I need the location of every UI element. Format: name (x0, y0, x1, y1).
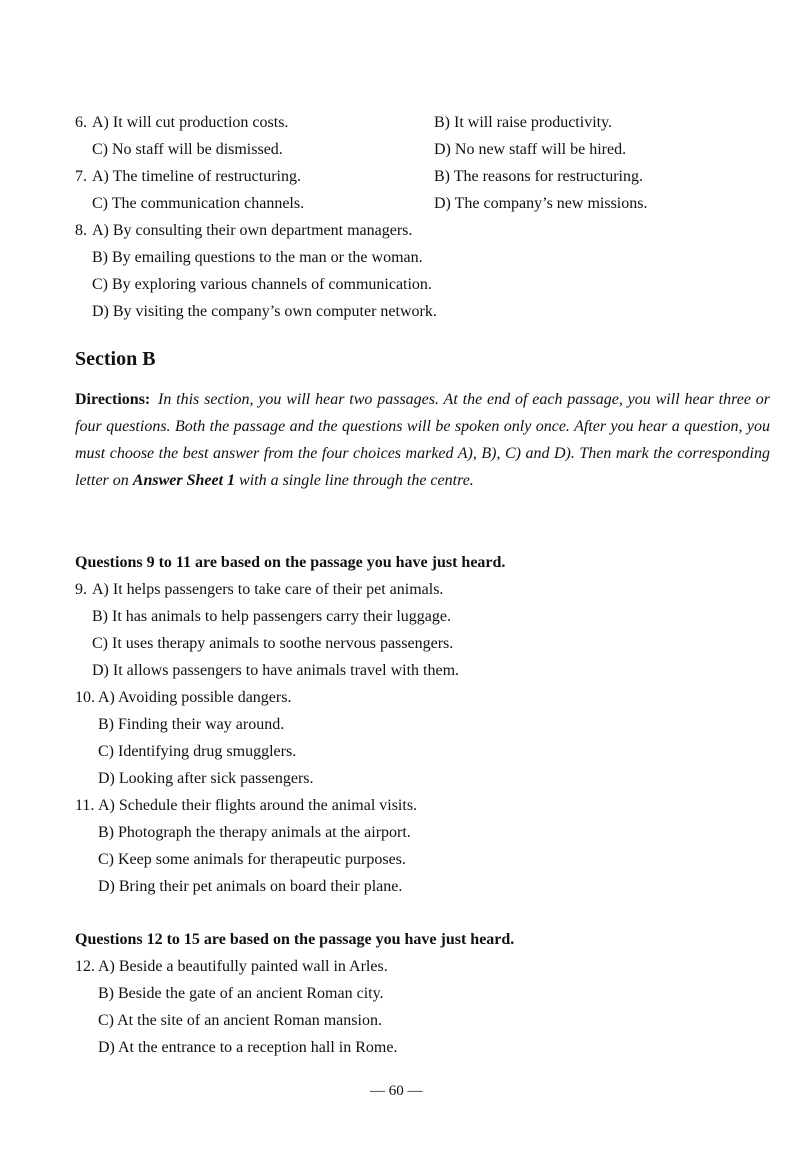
q6-option-c: C) No staff will be dismissed. (92, 141, 283, 158)
q6-option-b: B) It will raise productivity. (434, 114, 613, 131)
q12-option-a: A) Beside a beautifully painted wall in Arles. (98, 958, 388, 975)
q9-option-a: A) It helps passengers to take care of their pet animals. (92, 581, 444, 598)
q7-option-d: D) The company’s new missions. (434, 195, 648, 212)
q6-option-d: D) No new staff will be hired. (434, 141, 627, 158)
q12-option-b: B) Beside the gate of an ancient Roman city. (98, 985, 384, 1002)
directions-text-part1: In this section, you will hear two passages. At the end of each passage, you will hear three or four questions. Both the passage and the questions will be spoken only once. After you hear a question, you must choose the best answer from the four choices marked A), B), C) and D). Then mark the corresponding letter on (75, 391, 770, 489)
answer-sheet-reference: Answer Sheet 1 (132, 472, 236, 489)
q10-option-c: C) Identifying drug smugglers. (98, 743, 297, 760)
q7-number: 7. (75, 168, 87, 185)
q9-option-d: D) It allows passengers to have animals travel with them. (92, 662, 460, 679)
q10-option-b: B) Finding their way around. (98, 716, 285, 733)
q12-option-c: C) At the site of an ancient Roman mansion. (98, 1012, 382, 1029)
q11-number: 11. (75, 797, 95, 814)
q7-option-c: C) The communication channels. (92, 195, 305, 212)
q6-number: 6. (75, 114, 87, 131)
q10-option-d: D) Looking after sick passengers. (98, 770, 314, 787)
q12-number: 12. (75, 958, 95, 975)
q8-option-a: A) By consulting their own department managers. (92, 222, 413, 239)
questions-9-11-heading: Questions 9 to 11 are based on the passage you have just heard. (75, 554, 506, 571)
q9-number: 9. (75, 581, 87, 598)
section-title: Section B (75, 348, 156, 370)
q8-option-b: B) By emailing questions to the man or the woman. (92, 249, 423, 266)
q12-option-d: D) At the entrance to a reception hall in Rome. (98, 1039, 398, 1056)
q10-number: 10. (75, 689, 95, 706)
q11-option-a: A) Schedule their flights around the animal visits. (98, 797, 418, 814)
q11-option-c: C) Keep some animals for therapeutic purposes. (98, 851, 406, 868)
directions-text (75, 386, 770, 494)
q8-option-c: C) By exploring various channels of communication. (92, 276, 432, 293)
questions-12-15-heading: Questions 12 to 15 are based on the passage you have just heard. (75, 931, 515, 948)
q6-option-a: A) It will cut production costs. (92, 114, 289, 131)
directions-label: Directions: (75, 391, 151, 408)
q9-option-c: C) It uses therapy animals to soothe nervous passengers. (92, 635, 454, 652)
q8-option-d: D) By visiting the company’s own computer network. (92, 303, 437, 320)
q10-option-a: A) Avoiding possible dangers. (98, 689, 292, 706)
directions-text-part2: with a single line through the centre. (235, 472, 474, 489)
page-number: — 60 — (370, 1083, 423, 1099)
q11-option-b: B) Photograph the therapy animals at the airport. (98, 824, 411, 841)
q9-option-b: B) It has animals to help passengers carry their luggage. (92, 608, 451, 625)
q7-option-b: B) The reasons for restructuring. (434, 168, 643, 185)
q11-option-d: D) Bring their pet animals on board their plane. (98, 878, 403, 895)
q7-option-a: A) The timeline of restructuring. (92, 168, 301, 185)
q8-number: 8. (75, 222, 87, 239)
